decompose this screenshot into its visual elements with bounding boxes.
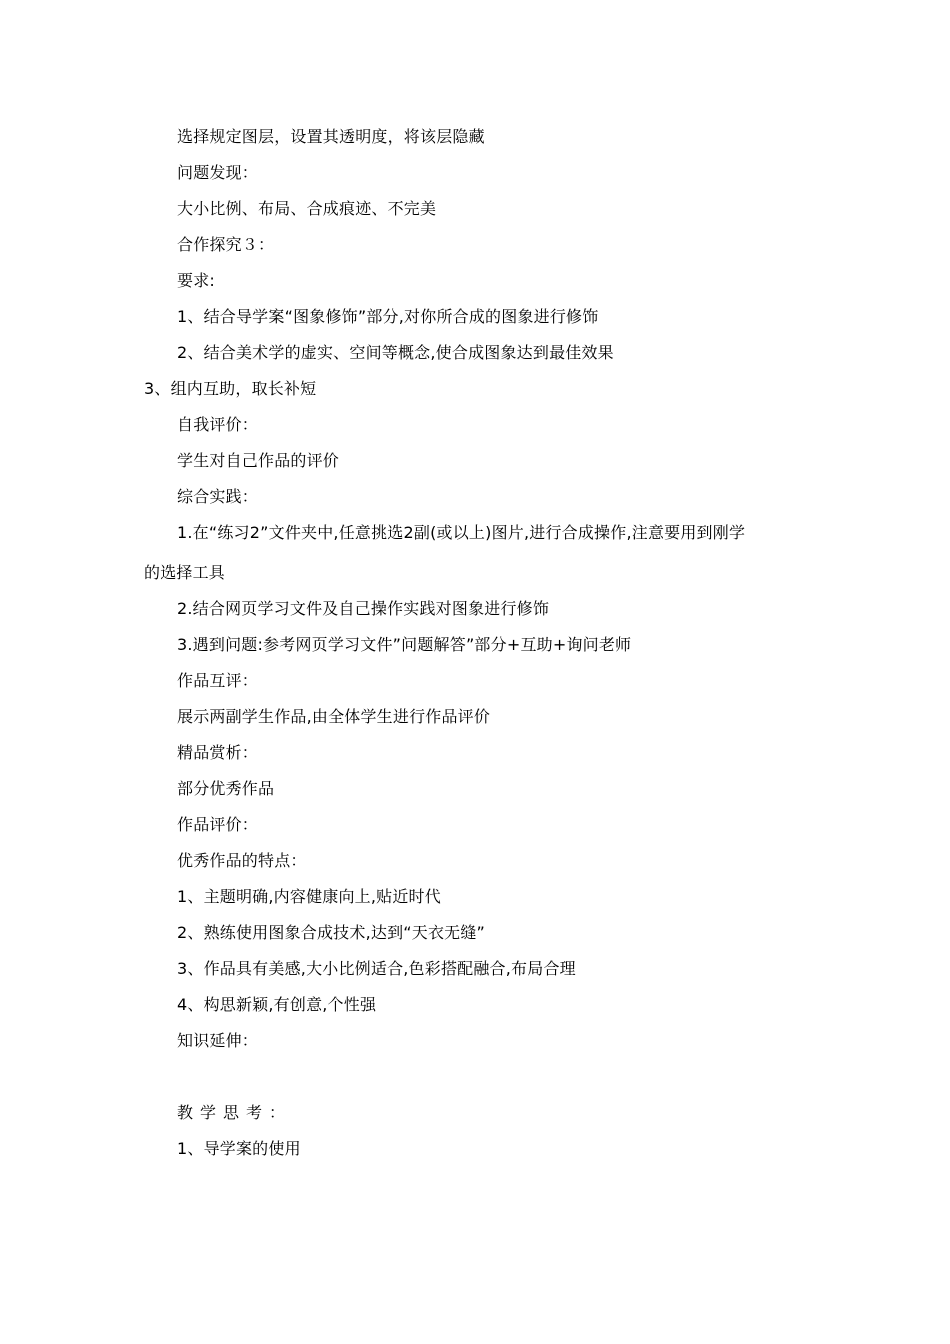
text-line: 优秀作品的特点： bbox=[177, 851, 307, 870]
text-line: 要求: bbox=[177, 271, 215, 290]
text-line: 2.结合网页学习文件及自己操作实践对图象进行修饰 bbox=[177, 599, 550, 618]
text-line: 问题发现： bbox=[177, 163, 259, 182]
text-line: 部分优秀作品 bbox=[177, 779, 275, 798]
text-line: 展示两副学生作品,由全体学生进行作品评价 bbox=[177, 707, 491, 726]
text-line: 自我评价： bbox=[177, 415, 259, 434]
text-line: 1、主题明确,内容健康向上,贴近时代 bbox=[177, 887, 441, 906]
text-line: 合作探究３： bbox=[177, 235, 275, 254]
text-line: 作品互评： bbox=[177, 671, 259, 690]
text-line: 1、导学案的使用 bbox=[177, 1139, 301, 1158]
text-line: 3.遇到问题:参考网页学习文件”问题解答”部分+互助+询问老师 bbox=[177, 635, 632, 654]
text-line: 精品赏析： bbox=[177, 743, 259, 762]
text-line: 4、构思新颖,有创意,个性强 bbox=[177, 995, 377, 1014]
text-line: 3、组内互助，取长补短 bbox=[144, 379, 317, 398]
text-line: 2、熟练使用图象合成技术,达到“天衣无缝” bbox=[177, 923, 486, 942]
text-line: 1.在“练习2”文件夹中,任意挑选2副(或以上)图片,进行合成操作,注意要用到刚学 bbox=[177, 523, 746, 542]
text-line: 作品评价： bbox=[177, 815, 259, 834]
text-line: 2、结合美术学的虚实、空间等概念,使合成图象达到最佳效果 bbox=[177, 343, 614, 362]
text-line: 大小比例、布局、合成痕迹、不完美 bbox=[177, 199, 437, 218]
text-line: 学生对自己作品的评价 bbox=[177, 451, 340, 470]
text-line: 选择规定图层，设置其透明度，将该层隐藏 bbox=[177, 127, 485, 146]
section-heading: 教学思考： bbox=[177, 1103, 293, 1122]
text-line: 的选择工具 bbox=[144, 563, 226, 582]
text-line: 综合实践： bbox=[177, 487, 259, 506]
text-line: 知识延伸： bbox=[177, 1031, 259, 1050]
text-line: 1、结合导学案“图象修饰”部分,对你所合成的图象进行修饰 bbox=[177, 307, 599, 326]
text-line: 3、作品具有美感,大小比例适合,色彩搭配融合,布局合理 bbox=[177, 959, 576, 978]
